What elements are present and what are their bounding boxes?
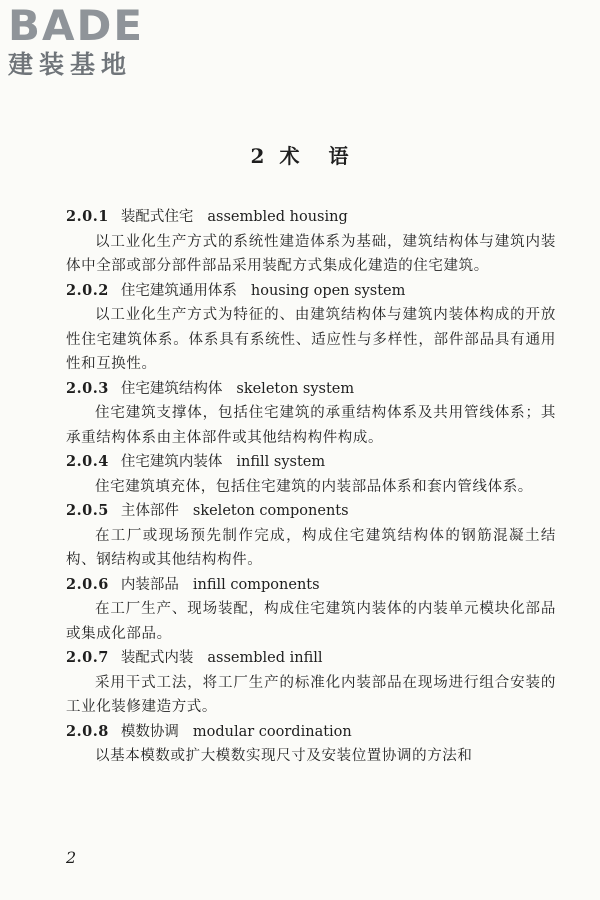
brand-logo xyxy=(8,1,178,80)
term-entry xyxy=(66,450,556,499)
term-english: assembled housing xyxy=(207,209,348,225)
term-heading xyxy=(66,205,556,230)
term-entry xyxy=(66,646,556,720)
term-heading xyxy=(66,450,556,475)
term-number: 2.0.4 xyxy=(66,453,109,470)
term-definition: 在工厂或现场预先制作完成，构成住宅建筑结构体的钢筋混凝土结构、钢结构或其他结构构件。 xyxy=(66,527,556,568)
term-english: assembled infill xyxy=(207,650,323,666)
chapter-number: 2 xyxy=(250,144,266,168)
term-heading xyxy=(66,573,556,598)
term-heading xyxy=(66,377,556,402)
term-english: skeleton system xyxy=(236,380,355,397)
term-definition: 在工厂生产、现场装配，构成住宅建筑内装体的内装单元模块化部品或集成化部品。 xyxy=(66,601,556,642)
term-definition: 以工业化生产方式为特征的、由建筑结构体与建筑内装体构成的开放性住宅建筑体系。体系具有系统性、适应性与多样性，部件部品具有通用性和互换性。 xyxy=(66,307,556,372)
term-english: infill system xyxy=(236,454,326,470)
term-entry xyxy=(66,205,556,279)
term-definition: 采用干式工法，将工厂生产的标准化内装部品在现场进行组合安装的工业化装修建造方式。 xyxy=(66,674,556,715)
terms-content xyxy=(66,205,556,769)
term-number: 2.0.7 xyxy=(66,649,109,666)
term-entry xyxy=(66,573,556,647)
term-entry xyxy=(66,279,556,377)
term-heading xyxy=(66,279,556,304)
term-chinese: 住宅建筑通用体系 xyxy=(120,282,237,299)
term-definition: 以基本模数或扩大模数实现尺寸及安装位置协调的方法和 xyxy=(95,748,473,764)
term-definition: 以工业化生产方式的系统性建造体系为基础，建筑结构体与建筑内装体中全部或部分部件部品采用装配方式集成化建造的住宅建筑。 xyxy=(66,233,556,274)
term-english: modular coordination xyxy=(192,723,352,740)
term-number: 2.0.3 xyxy=(66,379,109,397)
term-number: 2.0.1 xyxy=(66,208,109,225)
term-number: 2.0.8 xyxy=(66,722,109,740)
term-english: infill components xyxy=(192,576,320,593)
term-number: 2.0.5 xyxy=(66,502,109,519)
chapter-title-part1: 术 xyxy=(279,144,301,168)
term-number: 2.0.2 xyxy=(66,281,109,299)
term-chinese: 装配式住宅 xyxy=(120,209,194,225)
term-number: 2.0.6 xyxy=(66,575,109,593)
chapter-title xyxy=(0,140,600,169)
term-english: housing open system xyxy=(250,282,406,299)
term-heading xyxy=(66,646,556,671)
term-heading xyxy=(66,720,556,745)
term-chinese: 装配式内装 xyxy=(120,650,194,666)
term-chinese: 住宅建筑内装体 xyxy=(120,454,223,470)
term-entry xyxy=(66,377,556,451)
term-chinese: 模数协调 xyxy=(120,723,179,740)
term-heading xyxy=(66,499,556,524)
page-number: 2 xyxy=(66,848,77,867)
logo-subtitle: 建装基地 xyxy=(8,50,133,79)
chapter-title-part2: 语 xyxy=(328,144,350,168)
term-chinese: 内装部品 xyxy=(120,576,179,593)
term-english: skeleton components xyxy=(192,503,349,519)
term-definition: 住宅建筑填充体，包括住宅建筑的内装部品体系和套内管线体系。 xyxy=(95,478,533,495)
term-chinese: 住宅建筑结构体 xyxy=(120,380,223,397)
term-chinese: 主体部件 xyxy=(120,503,179,519)
term-definition: 住宅建筑支撑体，包括住宅建筑的承重结构体系及共用管线体系；其承重结构体系由主体部件或其他结构构件构成。 xyxy=(66,405,556,446)
term-entry xyxy=(66,720,556,769)
term-entry xyxy=(66,499,556,573)
logo-brand-text: BADE xyxy=(8,1,145,50)
